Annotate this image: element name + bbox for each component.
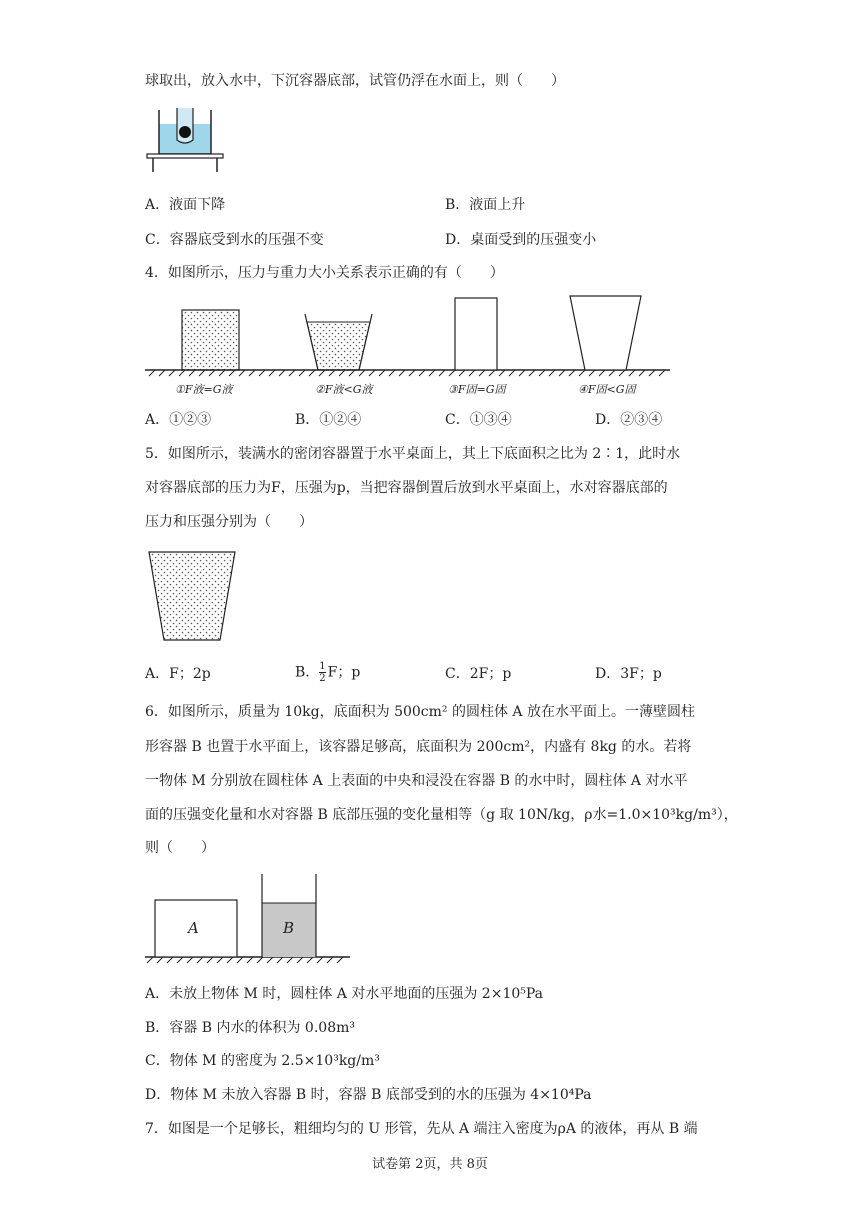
fraction-denominator: 2: [319, 673, 326, 684]
q4-label-1: ①F液=G液: [175, 383, 233, 396]
q3-option-d: D．桌面受到的压强变小: [445, 232, 597, 248]
q6-option-a: A．未放上物体 M 时，圆柱体 A 对水平地面的压强为 2×10⁵Pa: [145, 986, 544, 1002]
q3-beaker-figure: [145, 108, 225, 164]
q3-option-b: B．液面上升: [445, 197, 526, 213]
fraction: [319, 661, 325, 684]
q4-option-c: C．①③④: [445, 412, 512, 428]
q6-label-b: B: [283, 919, 295, 937]
q6-line-2: 形容器 B 也置于水平面上，该容器足够高，底面积为 200cm²，内盛有 8kg 的水。若将: [145, 739, 692, 755]
q5-line-2: 对容器底部的压力为F，压强为p，当把容器倒置后放到水平桌面上，水对容器底部的: [145, 480, 668, 496]
q5-option-a: A．F；2p: [145, 666, 211, 682]
q6-line-3: 一物体 M 分别放在圆柱体 A 上表面的中央和浸没在容器 B 的水中时，圆柱体 A 对水平: [145, 773, 688, 789]
q5-option-b-prefix: B．: [295, 664, 320, 681]
q5-option-d: D．3F；p: [595, 666, 662, 682]
q3-option-a: A．液面下降: [145, 197, 226, 213]
q4-label-4: ④F固<G固: [578, 383, 636, 396]
q5-line-1: 5．如图所示，装满水的密闭容器置于水平桌面上，其上下底面积之比为 2∶1，此时水: [145, 446, 681, 462]
fraction-numerator: 1: [319, 661, 326, 672]
q7-line-1: 7．如图是一个足够长，粗细均匀的 U 形管，先从 A 端注入密度为ρA 的液体，再从 B 端: [145, 1121, 698, 1137]
q3-option-c: C．容器底受到水的压强不变: [145, 232, 324, 248]
q6-figure: [145, 872, 355, 968]
q5-option-b-suffix: F；p: [327, 664, 361, 681]
q6-option-c: C．物体 M 的密度为 2.5×10³kg/m³: [145, 1053, 380, 1069]
q6-line-5: 则（ ）: [145, 840, 215, 856]
q4-option-a: A．①②③: [145, 412, 212, 428]
q5-option-c: C．2F；p: [445, 666, 512, 682]
q6-option-d: D．物体 M 未放入容器 B 时，容器 B 底部受到的水的压强为 4×10⁴Pa: [145, 1087, 592, 1103]
q4-label-3: ③F固=G固: [448, 383, 506, 396]
q6-line-4: 面的压强变化量和水对容器 B 底部压强的变化量相等（g 取 10N/kg，ρ水=1.0×10³kg/m³），: [145, 807, 738, 823]
q4-label-2: ②F液<G液: [315, 383, 373, 396]
q6-line-1: 6．如图所示，质量为 10kg，底面积为 500cm² 的圆柱体 A 放在水平面上。一薄壁圆柱: [145, 704, 695, 720]
q6-label-a: A: [188, 919, 199, 937]
q3-intro: 球取出，放入水中，下沉容器底部，试管仍浮在水面上，则（ ）: [145, 73, 565, 89]
q6-option-b: B．容器 B 内水的体积为 0.08m³: [145, 1020, 355, 1036]
q4-option-b: B．①②④: [295, 412, 362, 428]
q5-container-figure: [148, 550, 236, 642]
q4-option-d: D．②③④: [595, 412, 663, 428]
q4-stem: 4．如图所示，压力与重力大小关系表示正确的有（ ）: [145, 265, 504, 281]
page-footer: 试卷第 2页，共 8页: [372, 1157, 488, 1172]
q5-option-b: [295, 661, 360, 684]
q5-line-3: 压力和压强分别为（ ）: [145, 514, 313, 530]
